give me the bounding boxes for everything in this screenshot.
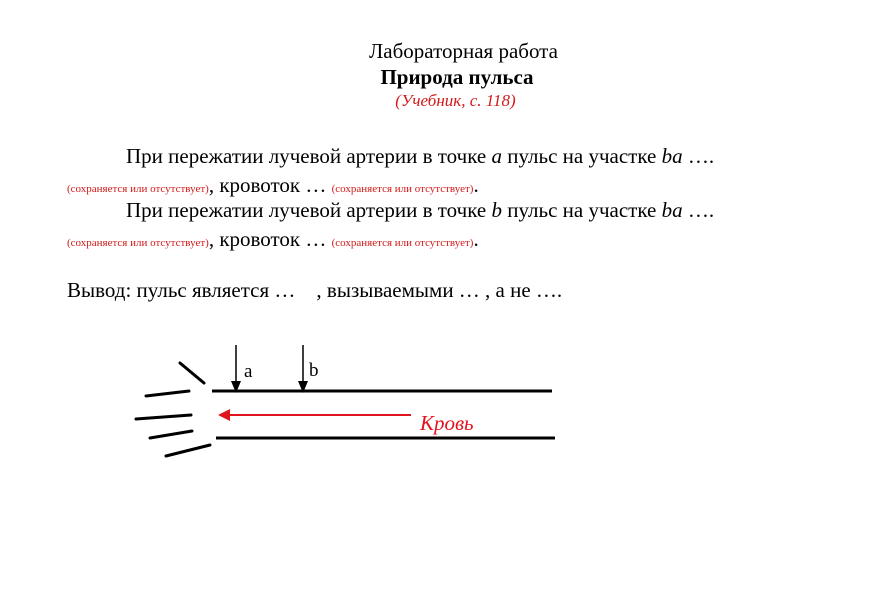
p1-segment: ba	[661, 144, 683, 168]
p1-end: .	[473, 173, 479, 197]
compression-mark	[136, 415, 191, 419]
compression-mark	[146, 391, 189, 396]
p1-text-middle: пульс на участке	[501, 144, 662, 168]
compression-mark	[150, 431, 192, 438]
p1-ellipsis: ….	[682, 144, 715, 168]
paragraph-2-line-2	[67, 227, 877, 252]
document-header	[0, 38, 877, 112]
p1-hint-blood: (сохраняется или отсутствует)	[331, 183, 474, 195]
p2-text-blood: , кровоток …	[208, 227, 332, 251]
arrow-b	[298, 345, 308, 393]
p1-text-blood: , кровоток …	[208, 173, 332, 197]
p2-segment: ba	[661, 198, 683, 222]
p2-text-before: При пережатии лучевой артерии в точке	[126, 198, 492, 222]
paragraph-1-line-1	[126, 144, 877, 169]
p2-text-middle: пульс на участке	[501, 198, 662, 222]
artery-diagram	[120, 335, 580, 470]
p2-hint-pulse: (сохраняется или отсутствует)	[67, 237, 209, 249]
label-a: a	[244, 361, 253, 382]
compression-mark	[166, 445, 210, 456]
compression-marks	[136, 363, 210, 456]
p2-ellipsis: ….	[682, 198, 715, 222]
blood-flow-label: Кровь	[420, 411, 474, 435]
compression-mark	[180, 363, 204, 383]
p1-point: a	[491, 144, 502, 168]
p2-hint-blood: (сохраняется или отсутствует)	[331, 237, 474, 249]
textbook-reference: (Учебник, с. 118)	[395, 91, 516, 110]
p2-point: b	[491, 198, 502, 222]
p1-text-before: При пережатии лучевой артерии в точке	[126, 144, 492, 168]
conclusion-line: Вывод: пульс является … , вызываемыми … , а не ….	[67, 278, 563, 302]
label-b: b	[309, 360, 319, 381]
p2-end: .	[473, 227, 479, 251]
paragraph-1-line-2	[67, 173, 877, 198]
blood-flow-arrow	[218, 409, 411, 421]
document-subtitle: Лабораторная работа	[369, 39, 558, 63]
paragraph-2-line-1	[126, 198, 877, 223]
p1-hint-pulse: (сохраняется или отсутствует)	[67, 183, 209, 195]
arrow-a	[231, 345, 241, 393]
document-title: Природа пульса	[380, 65, 534, 89]
